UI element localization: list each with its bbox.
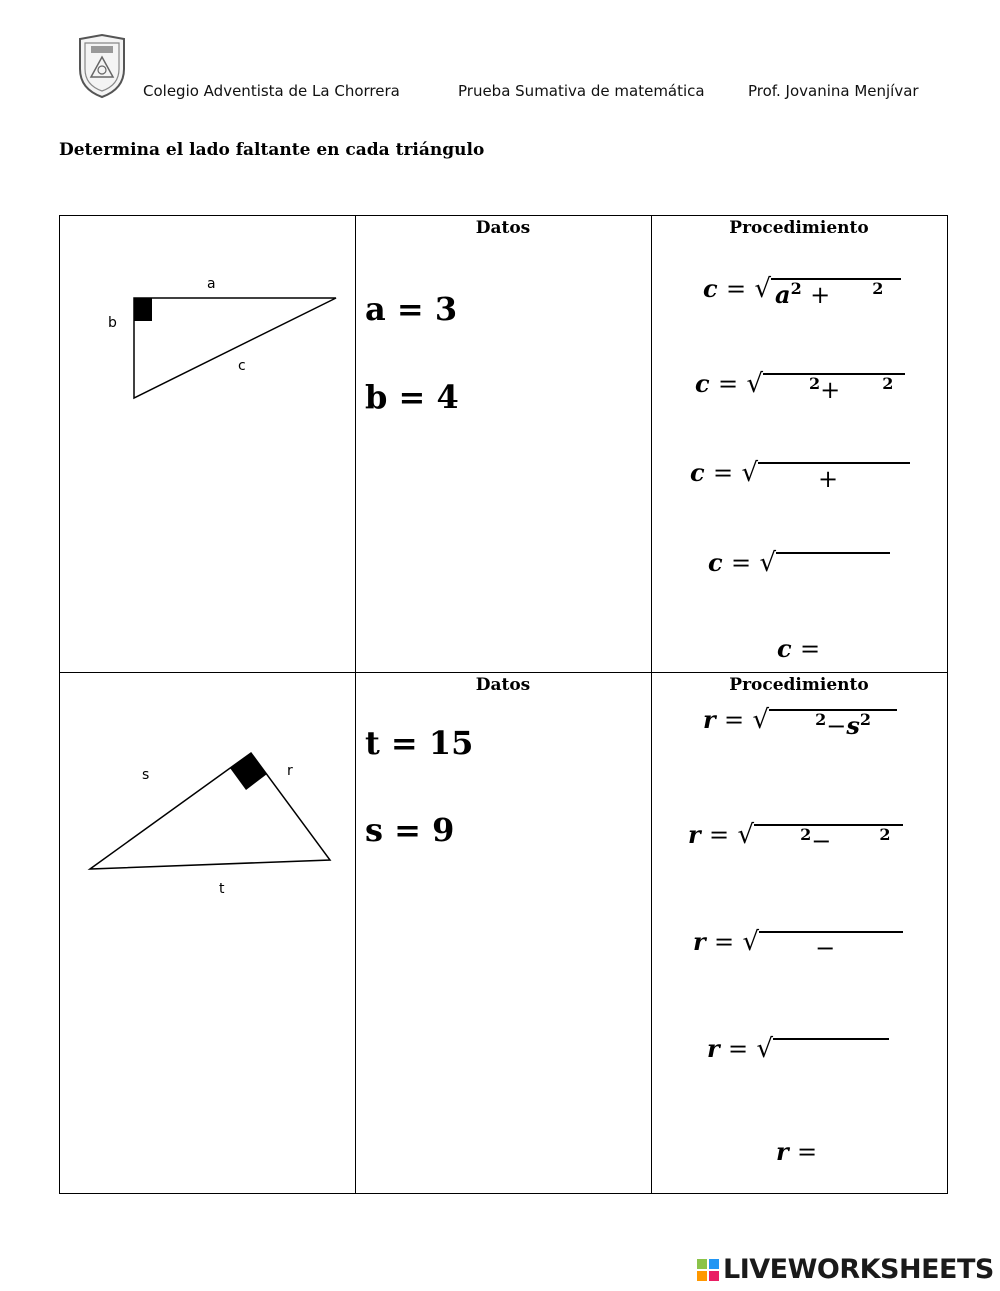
procedure-column-header: Procedimiento [729,218,869,238]
step-2-equation [688,820,903,855]
step-1-equation [703,274,901,309]
equals-sign: = [724,706,745,734]
equals-sign: = [725,275,747,303]
exp: 2 [790,279,802,298]
result-equation [777,634,820,663]
equals-sign: = [717,370,739,398]
sqrt-icon: √ [754,274,772,304]
side-s-label: s [142,767,150,783]
exp: 2 [809,374,821,393]
step-2-equation [695,369,905,404]
test-title: Prueba Sumativa de matemática [458,82,705,100]
minus-op: − [811,827,832,855]
side-r-label: r [287,763,293,779]
sqrt-icon: √ [752,705,770,735]
minus-op: − [815,934,836,962]
var-c: c [777,634,792,663]
sqrt-icon: √ [737,820,755,850]
exp: 2 [859,710,871,729]
sqrt-icon: √ [746,369,764,399]
equals-sign: = [709,821,730,849]
procedure-column-header: Procedimiento [729,675,869,695]
given-b: b = 4 [365,378,459,416]
term-a: a [775,280,791,309]
plus-op: + [818,465,839,493]
var-c: c [703,274,718,303]
side-c-label: c [238,358,246,374]
exp: 2 [879,825,891,844]
blank-input[interactable] [776,552,890,583]
given-t: t = 15 [365,724,474,762]
minus-op: − [826,712,847,740]
step-3-equation [693,927,903,962]
blank-input[interactable] [773,1038,889,1069]
var-c: c [695,369,710,398]
sqrt-icon: √ [756,1034,774,1064]
var-c: c [708,548,723,577]
equals-sign: = [799,635,821,663]
step-3-equation [690,458,910,493]
plus-op: + [820,376,841,404]
right-triangle-2 [0,0,360,900]
school-name: Colegio Adventista de La Chorrera [143,82,400,100]
given-s: s = 9 [365,811,455,849]
liveworksheets-logo [697,1255,997,1287]
term-s: s [846,711,860,740]
var-r: r [776,1137,789,1166]
exp: 2 [815,710,827,729]
right-angle-marker [230,753,267,790]
step-4-equation [707,1034,889,1069]
equals-sign: = [712,459,734,487]
instruction: Determina el lado faltante en cada triángulo [59,140,485,160]
data-column-header: Datos [475,675,531,695]
var-r: r [703,705,716,734]
equals-sign: = [730,549,752,577]
brand-name: LIVEWORKSHEETS [723,1254,994,1285]
equals-sign: = [797,1138,818,1166]
equals-sign: = [728,1035,749,1063]
teacher-name: Prof. Jovanina Menjívar [748,82,919,100]
plus-op: + [810,281,831,309]
step-1-equation [703,705,897,740]
equals-sign: = [714,928,735,956]
exp: 2 [882,374,894,393]
data-column-header: Datos [475,218,531,238]
var-c: c [690,458,705,487]
var-r: r [688,820,701,849]
liveworksheets-logo-icon [697,1259,719,1281]
side-t-label: t [219,881,225,897]
exp: 2 [872,279,884,298]
side-b-label: b [108,315,117,331]
sqrt-icon: √ [759,548,777,578]
side-a-label: a [207,276,216,292]
var-r: r [707,1034,720,1063]
step-4-equation [708,548,890,583]
sqrt-icon: √ [742,927,760,957]
given-a: a = 3 [365,290,458,328]
result-equation [776,1137,817,1166]
var-r: r [693,927,706,956]
sqrt-icon: √ [741,458,759,488]
exp: 2 [800,825,812,844]
